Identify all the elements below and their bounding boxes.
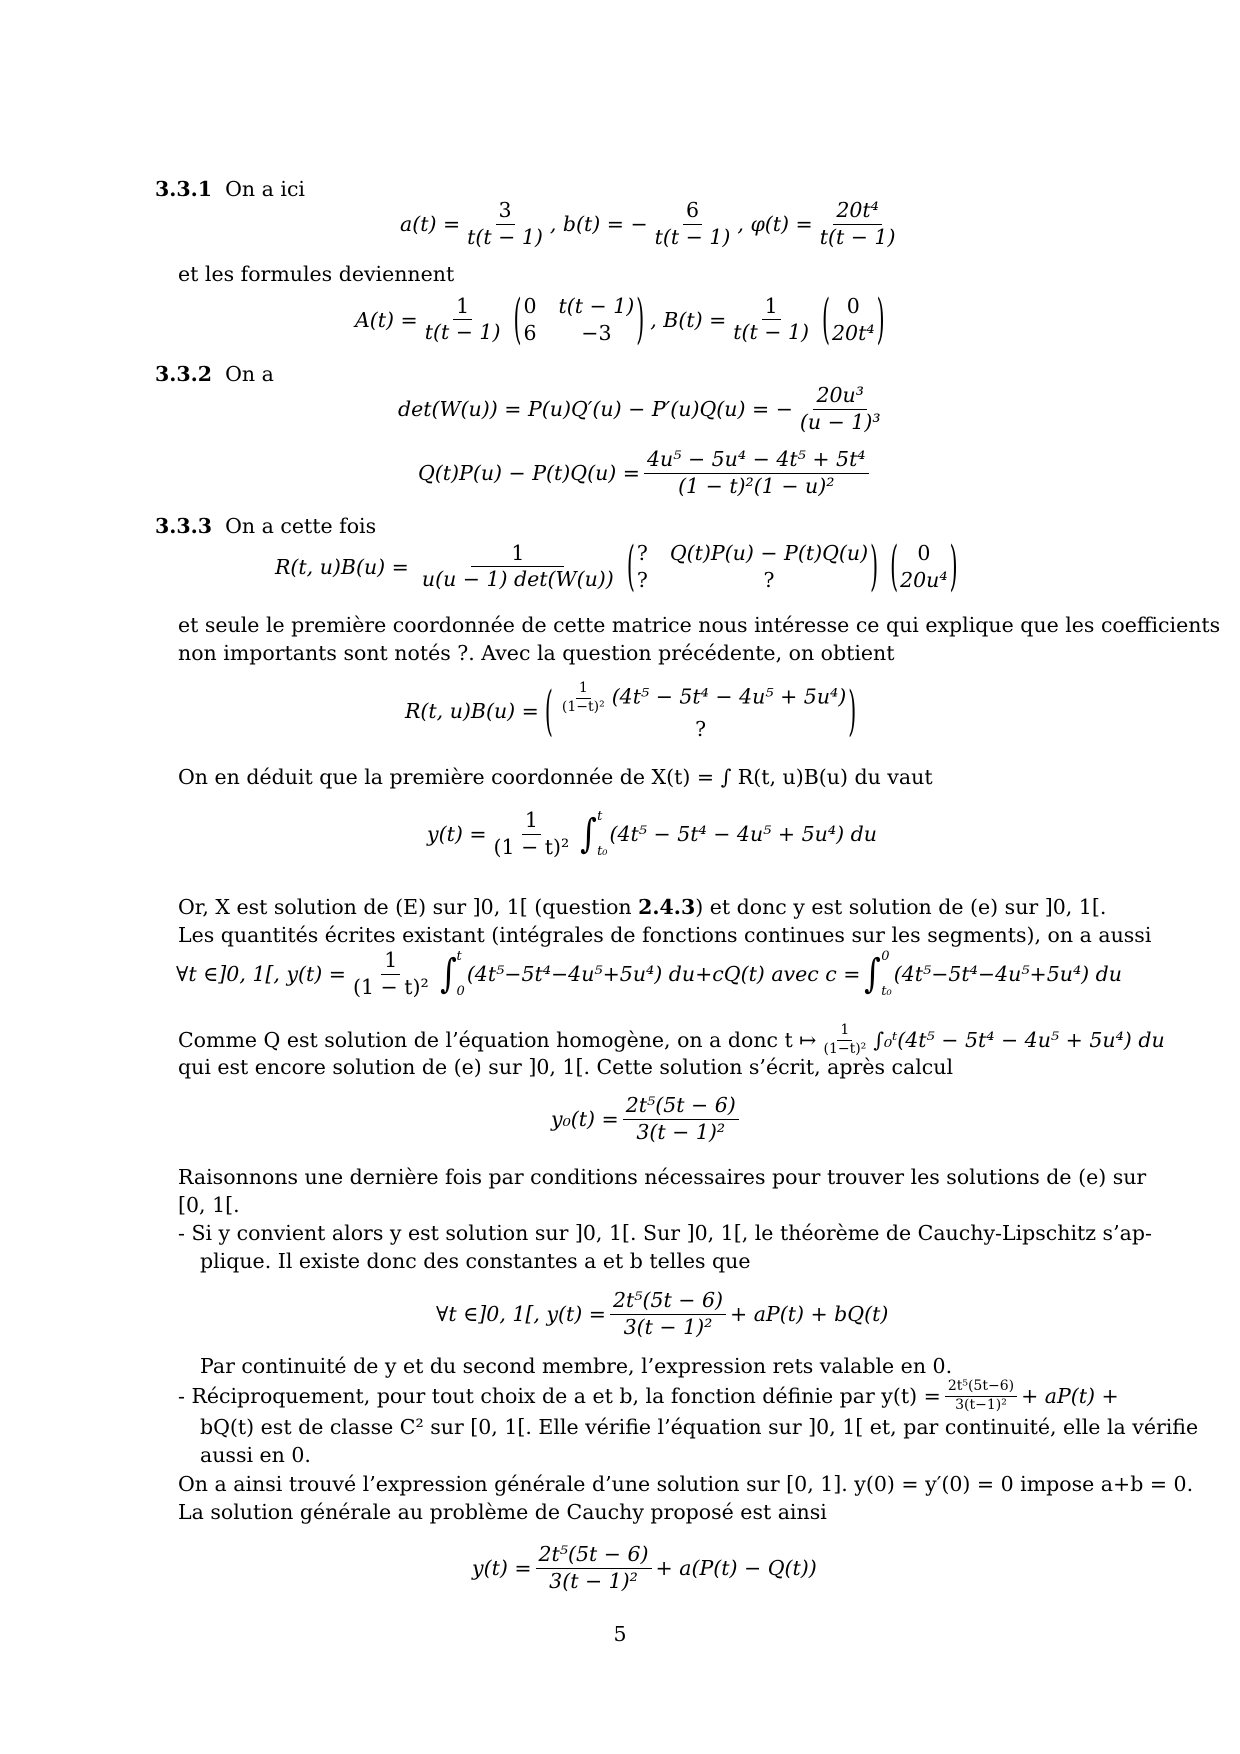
paragraph-line: et seule le première coordonnée de cette matrice nous intéresse ce qui explique que les coefficients <box>178 613 1221 637</box>
expression: + aP(t) + bQ(t) <box>730 1302 889 1327</box>
section-intro: On a <box>225 362 274 386</box>
matrix <box>511 287 646 351</box>
fraction <box>559 680 608 716</box>
numerator: 2t⁵(5t − 6) <box>623 1093 739 1120</box>
left-paren: ( <box>822 287 831 351</box>
fraction <box>350 948 432 1000</box>
denominator: 3(t − 1)² <box>549 1568 638 1593</box>
equation-wronskian <box>398 383 888 435</box>
equation-y-ab <box>436 1288 888 1340</box>
equation-resolvent-first-coord <box>405 680 862 743</box>
eq-lhs: det(W(u)) = P(u)Q′(u) − P′(u)Q(u) = − <box>398 397 793 422</box>
upper-limit: t <box>456 949 462 965</box>
text: - Réciproquement, pour tout choix de a et b, la fonction définie par y(t) = <box>178 1384 941 1408</box>
eq-lhs: y(t) = <box>427 822 487 847</box>
section-3-3-3-heading <box>155 512 376 541</box>
question-ref: 2.4.3 <box>638 895 696 919</box>
numerator: 3 <box>496 198 515 225</box>
fraction <box>464 198 546 250</box>
bullet-item <box>178 1378 1119 1414</box>
vector-cell: 20u⁴ <box>900 567 948 592</box>
denominator: 3(t − 1)² <box>636 1119 726 1144</box>
numerator: 2t⁵(5t − 6) <box>536 1542 652 1569</box>
fraction <box>652 198 734 250</box>
bullet-line: bQ(t) est de classe C² sur [0, 1[. Elle vérifie l’équation sur ]0, 1[ et, par continuité, elle la vérifie <box>200 1415 1199 1439</box>
section-number: 3.3.3 <box>155 514 213 538</box>
denominator: t(t − 1) <box>467 224 543 249</box>
bullet-line: Par continuité de y et du second membre, l’expression rets valable en 0. <box>200 1354 953 1378</box>
paragraph-line: qui est encore solution de (e) sur ]0, 1[. Cette solution s’écrit, après calcul <box>178 1055 953 1079</box>
expression: (4t⁵−5t⁴−4u⁵+5u⁴) du <box>893 962 1123 987</box>
eq-lhs: A(t) = <box>355 307 418 332</box>
section-number: 3.3.1 <box>155 177 213 201</box>
matrix-cell: t(t − 1) <box>558 294 635 318</box>
numerator: 4u⁵ − 5u⁴ − 4t⁵ + 5t⁴ <box>644 447 869 474</box>
eq-lhs: a(t) = <box>400 212 461 237</box>
numerator: 1 <box>471 541 564 568</box>
fraction <box>730 294 812 346</box>
expression: (4t⁵ − 5t⁴ − 4u⁵ + 5u⁴) <box>611 684 847 709</box>
denominator: 3(t − 1)² <box>623 1314 713 1339</box>
eq-lhs: y(t) = <box>472 1556 532 1581</box>
bullet-item: - Si y convient alors y est solution sur ]0, 1[. Sur ]0, 1[, le théorème de Cauchy-Lipschitz s’ap- <box>178 1221 1152 1245</box>
numerator: 20u³ <box>813 383 867 410</box>
bullet-line: plique. Il existe donc des constantes a et b telles que <box>200 1249 751 1273</box>
denominator: (1−t)² <box>561 698 605 715</box>
upper-limit: t <box>597 809 603 825</box>
lower-limit: t₀ <box>597 844 608 860</box>
fraction <box>419 541 617 593</box>
paragraph-line: Les quantités écrites existant (intégrales de fonctions continues sur les segments), on a aussi <box>178 923 1152 947</box>
paragraph-line: On en déduit que la première coordonnée de X(t) = ∫ R(t, u)B(u) du vaut <box>178 765 933 789</box>
page-number: 5 <box>613 1622 627 1646</box>
denominator: (1−t)² <box>823 1040 867 1057</box>
numerator: 1 <box>381 948 400 975</box>
integral-sign: ∫ t t₀ <box>580 809 608 860</box>
right-paren: ) <box>636 287 645 351</box>
denominator: (1 − t)² <box>493 834 570 859</box>
paragraph-line <box>178 893 1106 922</box>
section-number: 3.3.2 <box>155 362 213 386</box>
denominator: 3(t−1)² <box>955 1396 1007 1413</box>
numerator: 1 <box>762 294 781 321</box>
eq-text: , φ(t) = <box>737 212 813 237</box>
vector-cell <box>555 680 846 716</box>
text: ) et donc y est solution de (e) sur ]0, 1[. <box>695 895 1107 919</box>
matrix <box>625 534 880 598</box>
fraction <box>422 294 504 346</box>
vector <box>888 534 960 598</box>
lower-limit: t₀ <box>881 984 892 1000</box>
section-intro: On a cette fois <box>225 514 377 538</box>
right-paren: ) <box>870 534 879 598</box>
paragraph-line: non importants sont notés ?. Avec la question précédente, on obtient <box>178 641 895 665</box>
right-paren: ) <box>848 679 857 742</box>
expression: (4t⁵−5t⁴−4u⁵+5u⁴) du+cQ(t) avec c = <box>466 962 861 987</box>
matrix-cell: 0 <box>523 294 537 318</box>
expression: + aP(t) + <box>1021 1384 1119 1408</box>
numerator: 20t⁴ <box>833 198 882 225</box>
matrix-cell: 6 <box>523 320 537 345</box>
denominator: t(t − 1) <box>654 224 731 249</box>
left-paren: ( <box>626 534 635 598</box>
denominator: (1 − t)² <box>352 974 429 999</box>
vector-cell: 0 <box>846 294 860 318</box>
section-intro: On a ici <box>225 177 305 201</box>
paragraph-line: Raisonnons une dernière fois par conditions nécessaires pour trouver les solutions de (e) sur <box>178 1165 1147 1189</box>
fraction <box>610 1288 726 1340</box>
integral-sign: ∫ t 0 <box>439 949 465 1000</box>
equation-coefficients <box>400 198 902 250</box>
expression: (4t⁵ − 5t⁴ − 4u⁵ + 5u⁴) du <box>609 822 877 847</box>
denominator: (1 − t)²(1 − u)² <box>678 473 835 498</box>
paragraph: et les formules deviennent <box>178 262 455 286</box>
numerator: 1 <box>522 808 541 835</box>
denominator: t(t − 1) <box>424 320 501 345</box>
left-paren: ( <box>513 287 522 351</box>
denominator: t(t − 1) <box>733 320 810 345</box>
expression: + a(P(t) − Q(t)) <box>655 1556 817 1581</box>
fraction <box>491 808 573 860</box>
equation-y0 <box>551 1093 743 1145</box>
equation-final-solution <box>472 1542 817 1594</box>
right-paren: ) <box>949 534 958 598</box>
eq-text: , B(t) = <box>650 307 727 332</box>
text: Or, X est solution de (E) sur ]0, 1[ (question <box>178 895 639 919</box>
vector-cell: 20t⁴ <box>832 320 875 345</box>
vector-cell: ? <box>695 717 707 741</box>
vector-cell: 0 <box>917 541 931 565</box>
eq-text: , b(t) = − <box>549 212 648 237</box>
numerator: 2t⁵(5t − 6) <box>610 1288 726 1315</box>
equation-matrices <box>355 287 891 351</box>
paragraph-line: La solution générale au problème de Cauchy proposé est ainsi <box>178 1500 827 1524</box>
equation-resolvent <box>275 534 964 598</box>
denominator: u(u − 1) det(W(u)) <box>421 567 614 592</box>
numerator: 2t⁵(5t−6) <box>945 1378 1017 1397</box>
numerator: 1 <box>453 294 472 321</box>
section-3-3-2-heading <box>155 360 274 389</box>
matrix-cell: ? <box>636 541 648 565</box>
eq-lhs: ∀t ∈]0, 1[, y(t) = <box>176 962 346 987</box>
upper-limit: 0 <box>881 949 890 965</box>
fraction <box>945 1378 1017 1414</box>
denominator: (u − 1)³ <box>799 409 881 434</box>
expression: ∫₀ᵗ(4t⁵ − 5t⁴ − 4u⁵ + 5u⁴) du <box>873 1028 1165 1052</box>
matrix-cell: ? <box>763 567 775 592</box>
eq-lhs: ∀t ∈]0, 1[, y(t) = <box>436 1302 606 1327</box>
denominator: t(t − 1) <box>819 224 896 249</box>
matrix-cell: Q(t)P(u) − P(t)Q(u) <box>669 541 869 565</box>
numerator: 1 <box>576 680 591 699</box>
fraction <box>797 383 884 435</box>
numerator: 6 <box>683 198 702 225</box>
fraction <box>623 1093 739 1145</box>
vector <box>820 287 887 351</box>
eq-lhs: y₀(t) = <box>551 1107 619 1132</box>
right-paren: ) <box>876 287 885 351</box>
fraction <box>644 447 869 499</box>
fraction <box>817 198 899 250</box>
eq-lhs: Q(t)P(u) − P(t)Q(u) = <box>418 461 640 486</box>
section-3-3-1-heading <box>155 175 305 204</box>
paragraph-line: [0, 1[. <box>178 1193 240 1217</box>
numerator: 1 <box>837 1022 852 1041</box>
left-paren: ( <box>544 679 553 742</box>
left-paren: ( <box>890 534 899 598</box>
bullet-line: aussi en 0. <box>200 1443 311 1467</box>
matrix-cell: ? <box>636 567 648 592</box>
lower-limit: 0 <box>456 984 465 1000</box>
paragraph-line: On a ainsi trouvé l’expression générale d’une solution sur [0, 1]. y(0) = y′(0) = 0 impose a+b = 0. <box>178 1472 1194 1496</box>
equation-general <box>176 948 1122 1000</box>
eq-lhs: R(t, u)B(u) = <box>405 699 539 724</box>
vector <box>543 680 858 743</box>
fraction <box>536 1542 652 1594</box>
text: Comme Q est solution de l’équation homogène, on a donc t ↦ <box>178 1028 817 1052</box>
equation-y-integral <box>427 808 877 860</box>
matrix-cell: −3 <box>581 320 612 345</box>
equation-qp <box>418 447 873 499</box>
integral-sign: ∫ 0 t₀ <box>864 949 892 1000</box>
eq-lhs: R(t, u)B(u) = <box>275 554 409 579</box>
